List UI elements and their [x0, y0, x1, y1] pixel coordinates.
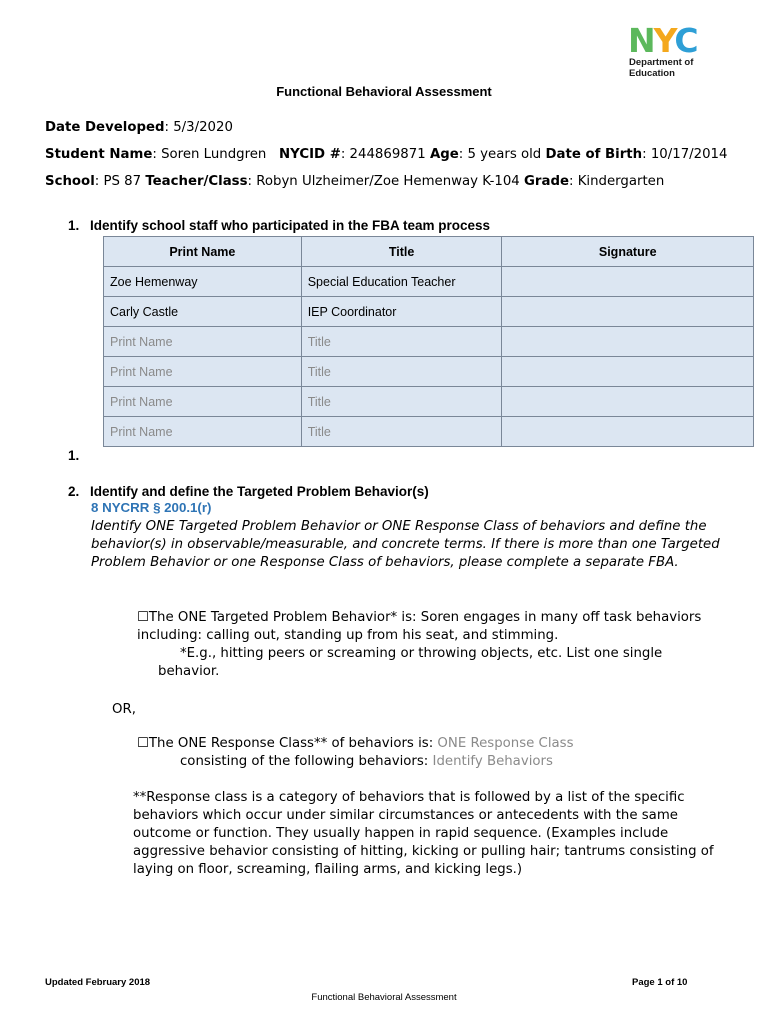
staff-name-placeholder[interactable]: Print Name — [104, 327, 302, 357]
table-row — [104, 297, 754, 327]
student-name-line — [45, 147, 727, 162]
column-header-title: Title — [301, 237, 502, 267]
school-value: : PS 87 — [94, 174, 142, 189]
consisting-label: consisting of the following behaviors: — [180, 754, 433, 769]
school-label: School — [45, 174, 95, 189]
table-row — [104, 357, 754, 387]
regulation-citation: 8 NYCRR § 200.1(r) — [91, 500, 212, 515]
response-class-line — [137, 735, 737, 753]
consisting-line — [180, 753, 740, 771]
section-2-title: Identify and define the Targeted Problem Behavior(s) — [90, 484, 429, 499]
nyc-wordmark — [628, 21, 724, 60]
teacher-label: Teacher/Class — [145, 174, 248, 189]
footer-page-number: Page 1 of 10 — [632, 977, 688, 988]
response-class-checkbox[interactable]: ☐ — [137, 736, 149, 751]
staff-signature-cell[interactable] — [502, 267, 754, 297]
section-2-number: 2. — [68, 484, 80, 499]
date-developed-value: : 5/3/2020 — [164, 120, 233, 135]
staff-title-placeholder[interactable]: Title — [301, 327, 502, 357]
staff-title-placeholder[interactable]: Title — [301, 417, 502, 447]
dob-label: Date of Birth — [545, 147, 643, 162]
staff-name-placeholder[interactable]: Print Name — [104, 387, 302, 417]
staff-signature-cell[interactable] — [502, 297, 754, 327]
grade-value: : Kindergarten — [568, 174, 665, 189]
footer-title: Functional Behavioral Assessment — [311, 992, 457, 1003]
staff-title-cell[interactable]: Special Education Teacher — [301, 267, 502, 297]
staff-title-placeholder[interactable]: Title — [301, 357, 502, 387]
nycid-value: : 244869871 — [340, 147, 426, 162]
document-title: Functional Behavioral Assessment — [276, 84, 492, 99]
logo-department: Department of Education — [629, 57, 694, 79]
logo-letter-c: C — [674, 21, 697, 60]
staff-name-cell[interactable]: Zoe Hemenway — [104, 267, 302, 297]
one-behavior-note: *E.g., hitting peers or screaming or throwing objects, etc. List one single behavior. — [158, 646, 663, 679]
one-behavior-value[interactable]: Soren engages in many off task behaviors including: calling out, standing up from his seat, and stimming. — [137, 610, 702, 643]
section-2-heading — [68, 484, 429, 499]
school-line — [45, 174, 664, 189]
response-class-label: The ONE Response Class** of behaviors is: — [148, 736, 438, 751]
age-value: : 5 years old — [458, 147, 542, 162]
staff-title-cell[interactable]: IEP Coordinator — [301, 297, 502, 327]
nycid-label: NYCID # — [279, 147, 341, 162]
empty-list-number: 1. — [68, 448, 80, 463]
staff-signature-cell[interactable] — [502, 327, 754, 357]
response-class-value[interactable]: ONE Response Class — [437, 736, 574, 751]
footer-updated: Updated February 2018 — [45, 977, 151, 988]
staff-title-placeholder[interactable]: Title — [301, 387, 502, 417]
date-developed-line — [45, 120, 233, 135]
staff-table — [103, 236, 754, 447]
table-row — [104, 417, 754, 447]
teacher-value: : Robyn Ulzheimer/Zoe Hemenway K-104 — [247, 174, 520, 189]
age-label: Age — [429, 147, 459, 162]
student-name-label: Student Name — [45, 147, 153, 162]
response-class-footnote: **Response class is a category of behaviors that is followed by a list of the specific behaviors which occur under similar circumstances or antecedents with the same outcome or function. They usually happen in rapid sequence. (Examples include aggressive behavior consisting of hitting, kicking or pulling hair; tantrums consisting of laying on floor, screaming, flailing arms, and kicking legs.) — [133, 790, 714, 877]
table-row — [104, 267, 754, 297]
staff-name-placeholder[interactable]: Print Name — [104, 357, 302, 387]
staff-signature-cell[interactable] — [502, 387, 754, 417]
or-text: OR, — [112, 702, 136, 717]
column-header-print-name: Print Name — [104, 237, 302, 267]
consisting-value[interactable]: Identify Behaviors — [432, 754, 553, 769]
staff-name-placeholder[interactable]: Print Name — [104, 417, 302, 447]
section-1-number: 1. — [68, 218, 80, 233]
section-1-title: Identify school staff who participated in the FBA team process — [90, 218, 491, 233]
staff-signature-cell[interactable] — [502, 357, 754, 387]
staff-signature-cell[interactable] — [502, 417, 754, 447]
one-behavior-label: The ONE Targeted Problem Behavior* is: — [148, 610, 421, 625]
one-behavior-checkbox[interactable]: ☐ — [137, 610, 149, 625]
table-row — [104, 327, 754, 357]
section-2-instructions: Identify ONE Targeted Problem Behavior or ONE Response Class of behaviors and define the behavior(s) in observable/measurable, and concrete terms. If there is more than one Targeted Problem Behavior or one Response Class of behaviors, please complete a separate FBA. — [91, 519, 720, 570]
logo-letter-y: Y — [653, 21, 675, 60]
dob-value: : 10/17/2014 — [642, 147, 728, 162]
grade-label: Grade — [524, 174, 569, 189]
student-name-value: : Soren Lundgren — [152, 147, 267, 162]
section-1-heading — [68, 218, 490, 233]
staff-table-header-row — [104, 237, 754, 267]
column-header-signature: Signature — [502, 237, 754, 267]
table-row — [104, 387, 754, 417]
staff-name-cell[interactable]: Carly Castle — [104, 297, 302, 327]
logo-letter-n: N — [628, 21, 654, 60]
one-behavior-block — [137, 609, 737, 645]
date-developed-label: Date Developed — [45, 120, 165, 135]
